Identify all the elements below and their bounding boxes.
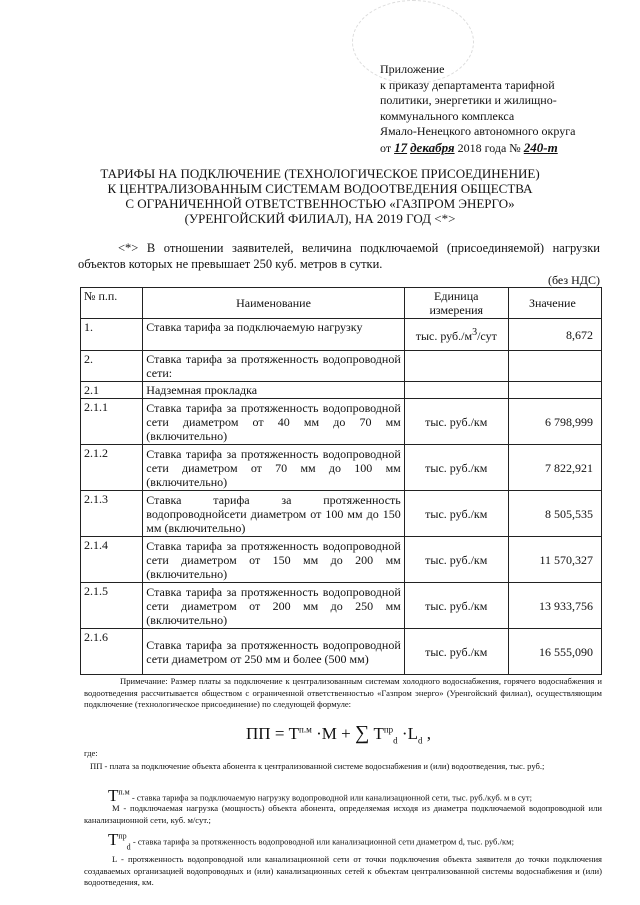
def-pp: ПП - плата за подключение объекта абонента к централизованной системе водоснабжения и (или) водоотведения, тыс. руб.; xyxy=(90,761,545,771)
appendix-line: Ямало-Ненецкого автономного округа xyxy=(380,124,576,138)
row-num: 2.1.5 xyxy=(81,583,143,629)
formula-dot-m: ·М + xyxy=(316,724,351,743)
def-tpm: - ставка тарифа за подключаемую нагрузку водопроводной или канализационной сети, тыс. руб./куб. м в сут; xyxy=(131,792,532,803)
row-num: 2.1.4 xyxy=(81,537,143,583)
table-row xyxy=(81,399,602,445)
row-num: 2.1.6 xyxy=(81,629,143,675)
row-unit: тыс. руб./км xyxy=(404,491,508,537)
formula-t-sup: п.м xyxy=(299,724,312,735)
row-value: 6 798,999 xyxy=(508,399,601,445)
row-num: 2.1.2 xyxy=(81,445,143,491)
row-num: 2.1.1 xyxy=(81,399,143,445)
formula-eq: = xyxy=(274,724,285,743)
row-name: Ставка тарифа за подключаемую нагрузку xyxy=(143,319,404,351)
table-row xyxy=(81,583,602,629)
payment-formula xyxy=(246,722,486,745)
table-row xyxy=(81,629,602,675)
header-name: Наименование xyxy=(143,288,404,319)
row-name: Надземная прокладка xyxy=(143,382,404,399)
row-name: Ставка тарифа за протяженность водопроводнойсети диаметром от 100 мм до 150 мм (включительно) xyxy=(143,491,404,537)
def-td-sup: пр xyxy=(118,831,127,840)
formula-td: Т xyxy=(373,724,384,743)
table-row xyxy=(81,537,602,583)
vat-note: (без НДС) xyxy=(547,273,600,287)
appendix-line: коммунального комплекса xyxy=(380,108,515,123)
table-row xyxy=(81,445,602,491)
row-name: Ставка тарифа за протяженность водопроводной сети диаметром от 70 мм до 100 мм (включительно) xyxy=(143,445,404,491)
table-row xyxy=(81,382,602,399)
title-line: К ЦЕНТРАЛИЗОВАННЫМ СИСТЕМАМ ВОДООТВЕДЕНИЯ ОБЩЕСТВА xyxy=(107,181,533,196)
row-value: 13 933,756 xyxy=(508,583,601,629)
row-unit: тыс. руб./км xyxy=(404,583,508,629)
row-num: 2.1 xyxy=(81,382,143,399)
row-name: Ставка тарифа за протяженность водопроводной сети: xyxy=(143,351,404,382)
row-unit: тыс. руб./км xyxy=(404,629,508,675)
row-num: 2.1.3 xyxy=(81,491,143,537)
row-name: Ставка тарифа за протяженность водопроводной сети диаметром от 200 мм до 250 мм (включительно) xyxy=(143,583,404,629)
row-value: 7 822,921 xyxy=(508,445,601,491)
formula-l-sub: d xyxy=(417,735,423,746)
appendix-line: Приложение xyxy=(380,62,445,76)
header-num: № п.п. xyxy=(81,288,143,319)
date-prefix: от xyxy=(380,140,392,155)
row-unit: тыс. руб./км xyxy=(404,537,508,583)
formula-lhs: ПП xyxy=(246,724,271,743)
tariff-table xyxy=(80,287,602,675)
table-row xyxy=(81,351,602,382)
row-value xyxy=(508,382,601,399)
row-value: 8 505,535 xyxy=(508,491,601,537)
row-unit xyxy=(404,319,508,351)
table-row xyxy=(81,319,602,351)
row-unit: тыс. руб./км xyxy=(404,399,508,445)
date-day: 17 xyxy=(394,139,408,155)
def-td-letter: Т xyxy=(108,829,119,849)
formula-td-sub: d xyxy=(393,735,398,746)
def-tpm-symbol xyxy=(108,786,130,805)
row-unit xyxy=(404,351,508,382)
formula-comma: , xyxy=(426,724,431,743)
def-tpm-row xyxy=(108,786,602,804)
title-line: (УРЕНГОЙСКИЙ ФИЛИАЛ), НА 2019 ГОД <*> xyxy=(184,211,456,226)
table-row xyxy=(81,491,602,537)
formula-t: Т xyxy=(288,724,300,743)
def-l: L - протяженность водопроводной или канализационной сети от точки подключения объекта заявителя до точки подключения создаваемых организацией водопроводных и (или) канализационных сетей к объектам централизованной системы водоснабжения и (или) водоотведения, км. xyxy=(84,854,602,887)
def-m: М - подключаемая нагрузка (мощность) объекта абонента, определяемая исходя из диаметра подключаемой водопроводной или канализационной сети, куб. м/сут.; xyxy=(84,803,602,825)
appendix-line: политики, энергетики и жилищно- xyxy=(380,93,557,107)
row-name: Ставка тарифа за протяженность водопроводной сети диаметром от 40 мм до 70 мм (включительно) xyxy=(143,399,404,445)
header-value: Значение xyxy=(508,288,601,319)
def-tpm-sup: п.м xyxy=(118,787,130,796)
intro-footnote: <*> В отношении заявителей, величина подключаемой (присоединяемой) нагрузки объектов которых не превышает 250 куб. метров в сутки. xyxy=(78,241,600,271)
row-unit xyxy=(404,382,508,399)
row-value: 16 555,090 xyxy=(508,629,601,675)
row-name: Ставка тарифа за протяженность водопроводной сети диаметром от 250 мм и более (500 мм) xyxy=(143,629,404,675)
row-num: 2. xyxy=(81,351,143,382)
row-value: 8,672 xyxy=(508,319,601,351)
unit-main: тыс. руб./м xyxy=(415,329,473,343)
def-td-symbol xyxy=(108,829,131,852)
title-line: С ОГРАНИЧЕННОЙ ОТВЕТСТВЕННОСТЬЮ «ГАЗПРОМ ЭНЕРГО» xyxy=(125,196,515,211)
date-year: 2018 года № xyxy=(457,140,521,155)
order-date-line xyxy=(380,140,630,157)
formula-dot-l: ·L xyxy=(401,724,418,743)
def-td: - ставка тарифа за протяженность водопроводной или канализационной сети диаметром d, тыс. руб./км; xyxy=(132,836,514,847)
title-line: ТАРИФЫ НА ПОДКЛЮЧЕНИЕ (ТЕХНОЛОГИЧЕСКОЕ ПРИСОЕДИНЕНИЕ) xyxy=(100,166,540,181)
row-name: Ставка тарифа за протяженность водопроводной сети диаметром от 150 мм до 200 мм (включительно) xyxy=(143,537,404,583)
def-td-sub: d xyxy=(126,842,131,852)
row-num: 1. xyxy=(81,319,143,351)
unit-sup: 3 xyxy=(472,327,478,338)
unit-tail: /сут xyxy=(477,329,497,343)
where-label: где: xyxy=(84,748,98,758)
appendix-line: к приказу департамента тарифной xyxy=(380,77,555,92)
row-value xyxy=(508,351,601,382)
row-unit: тыс. руб./км xyxy=(404,445,508,491)
page-title xyxy=(40,166,600,226)
def-tpm-letter: Т xyxy=(108,785,119,805)
header-unit: Единица измерения xyxy=(404,288,508,319)
formula-td-sup: пр xyxy=(383,724,394,735)
def-td-row xyxy=(108,830,602,853)
order-number: 240-т xyxy=(523,139,558,155)
table-header-row xyxy=(81,288,602,319)
note-text: Примечание: Размер платы за подключение к централизованным системам холодного водоснабжения, горячего водоснабжения и водоотведения рассчитывается обществом с ограниченной ответственностью «Газпром энерго» (Уренгойский филиал), осуществляющим подключение (технологическое присоединение) по следующей формуле: xyxy=(84,676,602,709)
date-month: декабря xyxy=(410,139,455,155)
row-value: 11 570,327 xyxy=(508,537,601,583)
formula-sum: ∑ xyxy=(354,722,370,744)
appendix-block xyxy=(380,62,630,156)
